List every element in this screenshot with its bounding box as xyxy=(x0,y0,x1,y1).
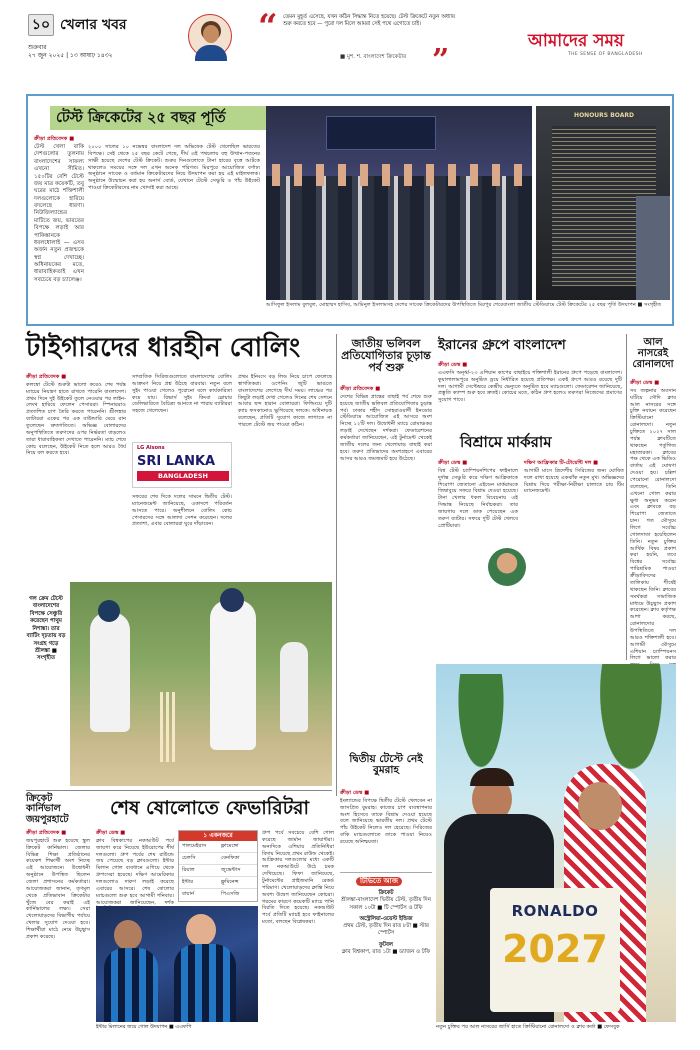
player-kit xyxy=(104,948,158,1022)
iran-title: ইরানের গ্রুপে বাংলাদেশ xyxy=(438,337,566,353)
quote-credit: ■ মুশ. শ. বাংলাদেশ ক্রিকেটার xyxy=(340,54,407,60)
table-cell: ফ্লুমিনেন্স xyxy=(221,879,239,885)
logo-tagline: THE SENSE OF BANGLADESH xyxy=(568,52,643,58)
markram-byline: ক্রীড়া ডেস্ক ■ xyxy=(438,460,468,466)
volleyball-body xyxy=(340,386,432,546)
table-cell: বেনফিকা xyxy=(221,855,240,861)
feature-title: টেস্ট ক্রিকেটের ২৫ বছর পূর্তি xyxy=(50,106,270,130)
favourites-col-3: গ্রুপ পর্বে সবচেয়ে বেশি গোল করেছে জার্মান জায়ান্টরা। অন্যদিকে এশিয়ার প্রতিনিধিরা বিদায় নিয়েছে প্রথম রাউন্ড থেকেই। আফ্রিকার দলগুলোর মধ্যে একটি দল নকআউটে উঠে চমক দেখিয়েছে। ফিফা জানিয়েছে, টুর্নামেন্টের প্রাইজমানি রেকর্ড পরিমাণ। খেলোয়াড়দের ক্লান্তি নিয়ে অবশ্য উদ্বেগ জানিয়েছেন কোচরা। গরমের কারণে কয়েকটি ম্যাচে পানি বিরতি দিতে হয়েছে। নকআউট পর্বে প্রতিটি ম্যাচই হবে ফাইনালের মতো, বলছেন বিশ্লেষকরা। xyxy=(262,830,334,926)
quote-portrait xyxy=(188,14,232,58)
feature-left-col: টেস্ট খেলা বাকি দেশগুলোর তুলনায় বাংলাদেশের সাফল্য এখনো সীমিত। ১৫০টির বেশি টেস্টে জয় মাত্র কয়েকটি, তবু ঘরের মাঠে শক্তিশালী দলগুলোকে হারিয়ে বদলেছে ধারণা। নিউজিল্যান্ডের মাটিতে জয়, ভারতের বিপক্ষে লড়াই আর পাকিস্তানকে ধবলধোলাই — এসব অর্জন নতুন প্রজন্মকে স্বপ্ন দেখাচ্ছে। অধিনায়কের মতে, ধারাবাহিকতাই এখন সবচেয়ে বড় চ্যালেঞ্জ। xyxy=(34,144,84,283)
cricket-action-photo xyxy=(70,582,332,786)
day: শুক্রবার xyxy=(28,44,47,51)
iran-body xyxy=(438,362,622,430)
table-row xyxy=(179,841,257,853)
cricket-photo-side-caption: গল ক্রেম টেস্টে বাংলাদেশের বিপক্ষে সেঞ্চুরি করেছেন পাথুম নিশাঙ্কা। তার ব্যাটিং দৃঢ়তায় বড় সংগ্রহ গড়ে শ্রীলঙ্কা ■ সংগৃহীত xyxy=(26,596,66,662)
iran-byline: ক্রীড়া ডেস্ক ■ xyxy=(438,362,468,368)
table-cell: রিয়াল xyxy=(182,867,195,873)
bumrah-body xyxy=(340,790,432,866)
volleyball-title: জাতীয় ভলিবল প্রতিযোগিতার চূড়ান্ত পর্ব শুরু xyxy=(341,337,431,374)
bowling-col-1-text: কলম্বো টেস্টে শুরুটা ভালো করেও শেষ পর্যন্ত ম্যাচের নিয়ন্ত্রণ হাতে রাখতে পারেনি বাংলাদেশ। প্রথম দিনে দুই উইকেট তুলে নেওয়ার পর লাইন-লেংথ হারিয়ে ফেলেন পেসাররা। স্পিনাররাও প্রত্যাশিত চাপ তৈরি করতে পারেননি। শ্রীলঙ্কার ব্যাটাররা একের পর এক বাউন্ডারি মেরে রান তুলেছেন দ্রুতগতিতে। অভিজ্ঞ বোলারদের অনুপস্থিতিতে তরুণদের ওপর নির্ভরতা বাড়লেও তারা ধারাবাহিকতা দেখাতে পারেননি। ম্যাচ শেষে কোচ বলেছেন, উইকেট নিতে হলে আরও ধৈর্য নিয়ে বল করতে হবে। xyxy=(26,381,126,457)
tv-today-heading xyxy=(356,877,432,886)
table-row xyxy=(179,865,257,877)
jersey-name: RONALDO xyxy=(511,902,599,920)
stump-1 xyxy=(160,692,163,762)
volleyball-text: দেশের বিভিন্ন প্রান্তের বাছাই পর্ব শেষে শুরু হয়েছে জাতীয় ভলিবল প্রতিযোগিতার চূড়ান্ত পর্ব। ঢাকার শহীদ সোহরাওয়ার্দী ইনডোর স্টেডিয়ামে আয়োজিত এই আসরে অংশ নিচ্ছে ১২টি দল। উদ্বোধনী ম্যাচে রোমাঞ্চকর লড়াই দেখেছেন দর্শকরা। ফেডারেশনের কর্মকর্তারা জানিয়েছেন, এই টুর্নামেন্ট থেকেই জাতীয় দলের জন্য খেলোয়াড় বাছাই করা হবে। তরুণ প্রতিভাদের অংশগ্রহণে এবারের আসর আরও জমজমাট হয়ে উঠেছে। xyxy=(340,393,432,462)
batter-silhouette xyxy=(90,612,130,732)
favourites-table xyxy=(178,830,258,902)
table-cell: পিএসজি xyxy=(221,891,240,897)
tv-item-body: ক্লাব বিশ্বকাপ, রাত ১টা ■ ড্যাজন ও টফি xyxy=(341,948,431,955)
favourites-photo xyxy=(96,906,258,1022)
favourites-photo-caption: ইন্টার মিলানের জয়ে গোল উদযাপন ■ এএফপি xyxy=(96,1024,192,1030)
nassr-text: সব জল্পনার অবসান ঘটিয়ে সৌদি ক্লাব আল নাসরের সঙ্গে চুক্তি নবায়ন করেছেন ক্রিস্টিয়ানো রোনালদো। নতুন চুক্তিতে ২০২৭ সাল পর্যন্ত ক্লাবটিতে থাকছেন পর্তুগিজ মহাতারকা। ক্লাবের পক্ষ থেকে এক ভিডিও বার্তায় এই ঘোষণা দেওয়া হয়। চল্লিশ পেরোনো রোনালদো বলেছেন, তিনি এখনো গোল করার ক্ষুধা অনুভব করেন এবং ক্লাবকে বড় শিরোপা জেতাতে চান। গত মৌসুমে লিগে সর্বোচ্চ গোলদাতা হয়েছিলেন তিনি। নতুন চুক্তির আর্থিক বিষয় প্রকাশ করা হয়নি, তবে বিশ্বের সর্বোচ্চ পারিশ্রমিক পাওয়া ক্রীড়াবিদদের তালিকায় শীর্ষেই থাকছেন তিনি। ক্লাবের সমর্থকরা সামাজিক মাধ্যমে উচ্ছ্বাস প্রকাশ করেছেন। ক্লাব কর্তৃপক্ষ আশা করছে, রোনালদোর উপস্থিতিতে দল আরও শক্তিশালী হবে। আগামী মৌসুমে এশিয়ান চ্যাম্পিয়নস লিগে ভালো করার xyxy=(630,387,676,662)
ronaldo-photo-caption: নতুন চুক্তির পর আল নাসরের জার্সি হাতে ক্রিস্টিয়ানো রোনালদো ও ক্লাব কর্তা ■ ফেসবুক xyxy=(436,1024,620,1030)
page-number: ১০ xyxy=(28,14,54,36)
carnival-text: জয়পুরহাটে শুরু হয়েছে স্কুল ক্রিকেট কার্নিভাল। জেলার বিভিন্ন শিক্ষা প্রতিষ্ঠানের কয়েকশ শিক্ষার্থী অংশ নিচ্ছে এই আয়োজনে। উদ্বোধনী অনুষ্ঠানে উপস্থিত ছিলেন জেলা প্রশাসনের কর্মকর্তারা। আয়োজকরা জানান, তৃণমূল থেকে প্রতিভাবান ক্রিকেটার খুঁজে বের করাই এই কার্নিভালের লক্ষ্য। সেরা খেলোয়াড়দের বিভাগীয় পর্যায়ে খেলার সুযোগ দেওয়া হবে। শিক্ষার্থীরা মাঠে নেমে উচ্ছ্বাস প্রকাশ করেছে। xyxy=(26,837,90,940)
table-row xyxy=(179,889,257,900)
ronaldo-photo xyxy=(436,664,676,1022)
tv-today-box xyxy=(340,872,432,1022)
bumrah-text: ইংল্যান্ডের বিপক্ষে দ্বিতীয় টেস্টে খেলবেন না জাসপ্রিত বুমরাহ। কাজের চাপ ব্যবস্থাপনার অংশ হিসেবে তাকে বিশ্রাম দেওয়া হয়েছে বলে জানিয়েছে ভারতীয় দল। প্রথম টেস্টে পাঁচ উইকেট নিলেও দল হেরেছে। সিরিজের বাকি ম্যাচগুলোতে তাকে পাওয়া নিয়েও রয়েছে অনিশ্চয়তা। xyxy=(340,797,432,846)
feature-box xyxy=(26,94,674,326)
bumrah-byline: ক্রীড়া ডেস্ক ■ xyxy=(340,790,370,796)
bowling-byline: ক্রীড়া প্রতিবেদক ■ xyxy=(26,374,67,380)
player-kit xyxy=(174,944,236,1022)
column-divider xyxy=(626,334,627,660)
sri-lanka-bangladesh-logo xyxy=(132,442,232,488)
column-divider xyxy=(336,334,337,796)
iran-text: এএফসি অনূর্ধ্ব-২৩ এশিয়ান কাপের বাছাইয়ে শক্তিশালী ইরানের গ্রুপে পড়েছে বাংলাদেশ। কুয়ালালামপুরে অনুষ্ঠিত ড্রয়ে নির্ধারিত হয়েছে প্রতিপক্ষ। একই গ্রুপে আরও রয়েছে দুটি দল। আগামী সেপ্টেম্বরে কেন্দ্রীয় ভেন্যুতে অনুষ্ঠিত হবে ম্যাচগুলো। ফেডারেশন জানিয়েছে, প্রস্তুতি ক্যাম্প শুরু হবে দ্রুতই। কোচের মতে, কঠিন গ্রুপ হলেও তরুণরা নিজেদের প্রমাণের সুযোগ পাবে। xyxy=(438,369,622,404)
table-cell: ফ্লামেঙ্গো xyxy=(221,843,239,849)
logo-text: আমাদের সময় xyxy=(528,31,624,51)
honours-board-label: HONOURS BOARD xyxy=(574,112,634,119)
bumrah-title: দ্বিতীয় টেস্টে নেই বুমরাহ xyxy=(349,753,423,777)
bowling-col-3: প্রথম ইনিংসে বড় লিড নিয়ে চাপে ফেলেছে স্বাগতিকরা। ওপেনিং জুটি ভাঙতে বাংলাদেশের লেগেছে দীর্ঘ সময়। লাঞ্চের পর কিছুটা লড়াই দেখা গেলেও দিনের শেষ সেশনে আবার ছন্দ হারান বোলাররা। ফিল্ডিংয়ে দুটি ক্যাচ ফসকানোও ভুগিয়েছে দলকে। অধিনায়ক বলেছেন, প্রতিটি সুযোগ কাজে লাগাতে না পারলে টেস্টে জয় পাওয়া কঠিন। xyxy=(238,374,332,429)
honours-board-photo xyxy=(536,106,670,300)
quote-text: তেমন মুহূর্ত এসেছে, যখন কঠিন সিদ্ধান্ত নিতে হয়েছে। টেস্ট ক্রিকেটে নতুন অধ্যায় শুরু করতে হবে — পুরো দল মিলে আমরা সেই পথে এগোতে চাই। xyxy=(283,14,455,28)
jersey-number: 2027 xyxy=(502,927,608,971)
sponsor-name: LG Alsons xyxy=(137,445,165,451)
tv-item-heading: ক্রিকেট xyxy=(378,890,394,897)
keeper-helmet xyxy=(220,588,244,612)
carnival-title: ক্রিকেট কার্নিভাল জয়পুরহাটে xyxy=(26,793,69,825)
table-cell: পালমেইরাস xyxy=(182,843,207,849)
stump-3 xyxy=(172,692,175,762)
section-divider xyxy=(26,790,332,791)
masthead-logo xyxy=(528,30,676,64)
player-face xyxy=(186,914,216,946)
tour-logo-text: SRI LANKA xyxy=(137,454,216,469)
favourites-col-1 xyxy=(96,830,174,906)
quote-close-icon: ” xyxy=(432,43,450,78)
fielder-silhouette xyxy=(280,642,308,732)
markram-subhead: দক্ষিণ আফ্রিকার টি-টোয়েন্টি দল ■ xyxy=(524,460,599,466)
nassr-title: আল নাসরেই রোনালদো xyxy=(632,337,674,370)
face-shape xyxy=(203,25,219,43)
tv-item-body: প্রথম টেস্ট, তৃতীয় দিন রাত ৮টা ■ স্টার স্পোর্টস xyxy=(343,923,429,937)
tv-item-heading: ফুটবল xyxy=(379,941,393,948)
quote-open-icon: “ xyxy=(258,7,278,47)
people-row xyxy=(266,176,532,300)
table-cell: বায়ার্ন xyxy=(182,891,195,897)
page-header-left xyxy=(28,14,148,40)
tv-today-title: টিভিতে আজ xyxy=(356,877,402,886)
tv-listing xyxy=(340,890,432,956)
table-cell: চেলসি xyxy=(182,855,196,861)
feature-byline: ক্রীড়া প্রতিবেদক ■ xyxy=(34,136,75,142)
carnival-byline: ক্রীড়া প্রতিবেদক ■ xyxy=(26,830,67,836)
tv-item-body: শ্রীলঙ্কা-বাংলাদেশ দ্বিতীয় টেস্ট, তৃতীয় দিন সকাল ১০টা ■ টি স্পোর্টস ও টফি xyxy=(341,897,431,911)
player-face xyxy=(114,920,142,950)
markram-col-2 xyxy=(524,460,624,660)
section-title: খেলার খবর xyxy=(60,17,127,33)
tour-logo-sub: BANGLADESH xyxy=(137,471,229,481)
nassr-byline: ক্রীড়া ডেস্ক ■ xyxy=(630,380,660,386)
favourites-title: শেষ ষোলোতে ফেভারিটরা xyxy=(110,797,310,819)
nassr-body xyxy=(630,380,676,660)
bowling-col-2-bottom: সফরের শেষ দিকে দলের সামনে দ্বিতীয় টেস্ট। ম্যানেজমেন্ট জানিয়েছে, একাদশে পরিবর্তন আসতে পারে। অনুশীলনে বোলিং কোচ পেসারদের সঙ্গে আলাদা সেশন করেছেন। দলের প্রত্যাশা, এবার বোলাররা ঘুরে দাঁড়াবেন। xyxy=(132,494,232,528)
table-row xyxy=(179,877,257,889)
faces-row xyxy=(266,164,532,186)
markram-text: বিশ্ব টেস্ট চ্যাম্পিয়নশিপের ফাইনালে দুর্দান্ত সেঞ্চুরি করে দক্ষিণ আফ্রিকাকে শিরোপা জেতানো এইডেন মার্করামকে জিম্বাবুয়ে সফরে বিশ্রাম দেওয়া হয়েছে। টানা খেলার ধকল বিবেচনায় এই সিদ্ধান্ত নিয়েছে নির্বাচকরা। তার জায়গায় দলে ডাক পেয়েছেন এক তরুণ ব্যাটার। সফরে দুটি টেস্ট খেলবে প্রোটিয়ারা। xyxy=(438,467,518,529)
stump-2 xyxy=(166,692,169,762)
markram-portrait xyxy=(488,548,526,586)
table-cell: ইন্টার xyxy=(182,879,194,885)
shirt-shape xyxy=(195,45,227,61)
markram-title: বিশ্রামে মার্করাম xyxy=(460,433,552,451)
batter-helmet xyxy=(98,600,120,622)
feature-group-photo xyxy=(266,106,532,300)
favourites-text: ক্লাব বিশ্বকাপের নকআউট পর্বে জায়গা করে নিয়েছে ইউরোপের শীর্ষ দলগুলো। গ্রুপ পর্বের শেষ রাউন্ডে জয় পেয়েছে বড় ক্লাবগুলো। ইন্টার মিলান গোল ব্যবধানে এগিয়ে থেকে গ্রুপসেরা হয়েছে। দক্ষিণ আমেরিকার দলগুলোও দারুণ লড়াই করেছে এবারের আসরে। শেষ ষোলোর ম্যাচগুলো শুরু হবে আগামী শনিবার। আয়োজকরা জানিয়েছেন, দর্শক xyxy=(96,837,174,906)
feature-photo-caption: আসিফুল ইসলাম বুলবুল, মোহাম্মদ হাসিব, আমিনুল ইসলামসহ দেশের সাবেক ক্রিকেটারদের উপস্থিতিতে মিরপুর শেরেবাংলা জাতীয় স্টেডিয়ামে টেস্ট ক্রিকেটের ২৫ বছর পূর্তি উদযাপন ■ সংগৃহীত xyxy=(266,302,662,308)
event-backdrop xyxy=(326,116,436,150)
jersey-shirt xyxy=(490,888,620,1012)
favourites-byline: ক্রীড়া ডেস্ক ■ xyxy=(96,830,126,836)
volleyball-byline: ক্রীড়া প্রতিবেদক ■ xyxy=(340,386,381,392)
official-face xyxy=(578,782,622,830)
bowling-title: টাইগারদের ধারহীন বোলিং xyxy=(26,333,301,363)
tv-item-heading: অস্ট্রেলিয়া-ওয়েস্ট ইন্ডিজ xyxy=(359,915,413,922)
bowling-col-1 xyxy=(26,374,126,576)
keeper-silhouette xyxy=(210,600,256,750)
bowling-col-2-top: সাম্প্রতিক সিরিজগুলোতে বাংলাদেশের বোলিং আক্রমণ নিয়ে প্রশ্ন উঠছে বারবার। নতুন বলে সুইং পাওয়া গেলেও পুরোনো বলে কার্যকারিতা কমে যায়। রিভার্স সুইং কিংবা স্লোয়ার ডেলিভারিতে বৈচিত্র্য আনতে না পারায় ব্যাটাররা সহজে খেলেছেন। xyxy=(132,374,232,415)
dateline xyxy=(28,44,178,64)
markram-sub-text: আগামী মাসে ত্রিদেশীয় সিরিজের জন্য ঘোষিত দলে রাখা হয়েছে একঝাঁক নতুন মুখ। অভিজ্ঞদের বিশ্রাম দিয়ে পরীক্ষা-নিরীক্ষা চালাতে চায় টিম ম্যানেজমেন্ট। xyxy=(524,467,624,495)
table-row xyxy=(179,853,257,865)
favourites-table-title: ১ একনজরে xyxy=(179,831,257,841)
date: ২৭ জুন ২০২৫ | ১৩ আষাঢ় ১৪৩২ xyxy=(28,51,113,59)
feature-body: ২০০০ সালের ১০ নভেম্বর বাংলাদেশ দল অভিষেক টেস্ট খেলেছিল ভারতের বিপক্ষে। সেই থেকে ২৫ বছর কেটে গেছে, দীর্ঘ এই পথচলায় বহু উত্থান-পতনের সাক্ষী হয়েছে দেশের টেস্ট ক্রিকেট। শুরুর দিনগুলোতে টানা হারের বৃত্তে আটকে থাকলেও সময়ের সঙ্গে দল এখন অনেক পরিণত। মিরপুরে আয়োজিত বর্ণাঢ্য অনুষ্ঠানে সাবেক ও বর্তমান ক্রিকেটারদের নিয়ে উদযাপন করা হয় এই মাইলফলক। অনুষ্ঠানে উন্মোচন করা হয় অনার্স বোর্ড, যেখানে টেস্টে সেঞ্চুরি ও পাঁচ উইকেট পাওয়া ক্রিকেটারদের নাম খোদাই করা আছে। xyxy=(88,144,260,192)
person-silhouette xyxy=(636,196,670,300)
carnival-body xyxy=(26,830,90,1034)
table-cell: জুভেন্টাস xyxy=(221,867,241,873)
